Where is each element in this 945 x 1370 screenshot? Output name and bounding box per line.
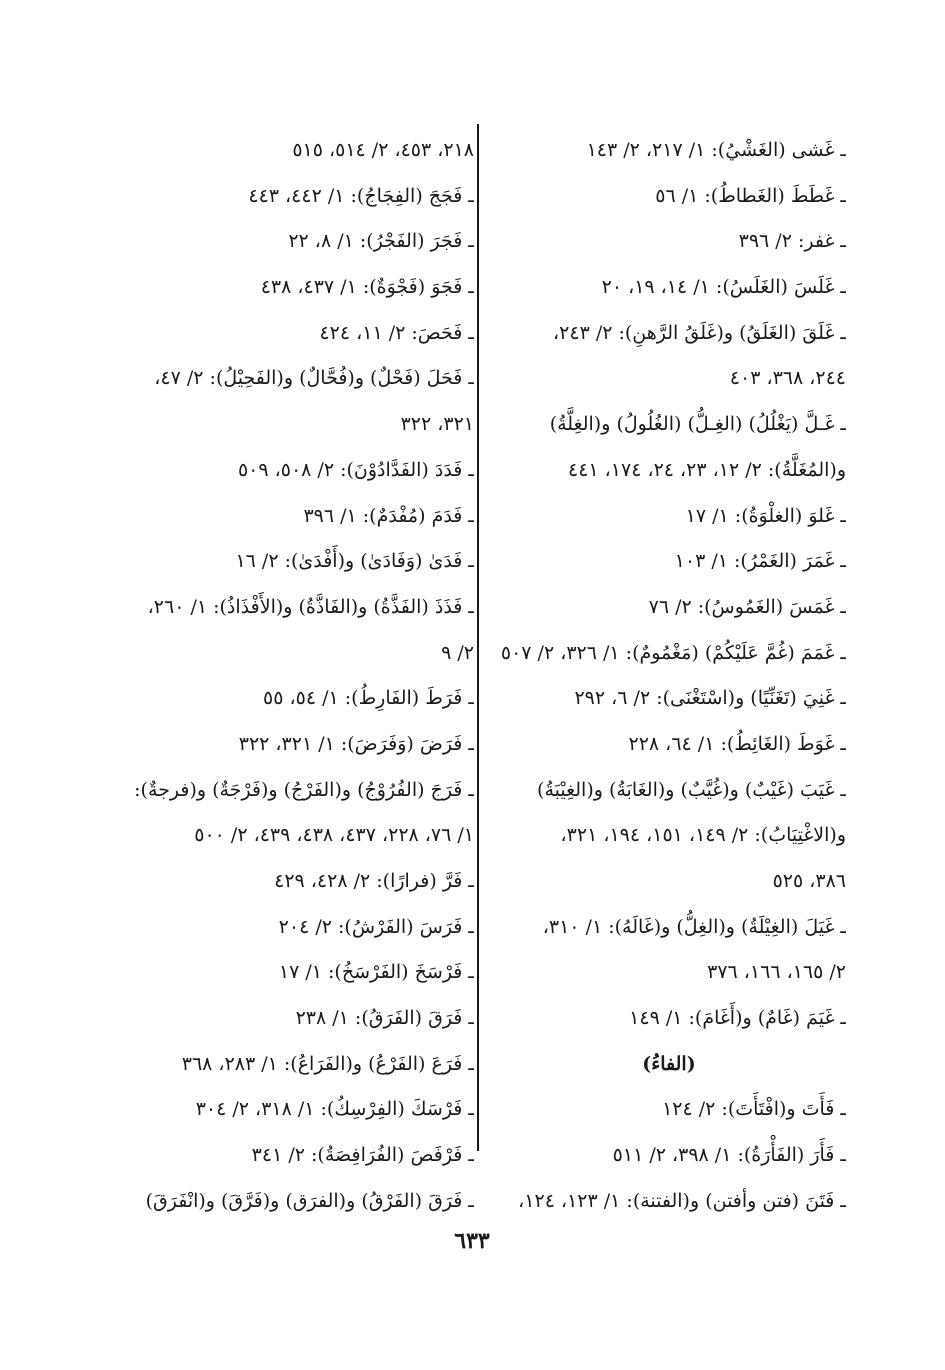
index-entry: ـ فَرَقَ (الفَرْقُ) و(الفرَق) و(فَرَّقَ) و(انْفَرَقَ)	[145, 1189, 474, 1212]
index-entry: ـ غَيَمَ (غَامٌ) و(أَغَامَ): ١/ ١٤٩	[629, 1007, 846, 1030]
index-entry: ـ غَطَطَ (الغَطاطُ): ١/ ٥٦	[655, 184, 846, 207]
index-entry: ـ فَتَنَ (فتن وأفتن) و(الفتنة): ١/ ١٢٣، ١٢٤،	[518, 1189, 846, 1212]
index-entry: ـ غَلَسَ (الغَلَسُ): ١/ ١٤، ١٩، ٢٠	[601, 276, 846, 299]
index-entry: ـ غَيَبَ (غَيْبٌ) و(غُيَّبٌ) و(الغَابَةُ) و(الغِيْبَةُ)	[537, 778, 846, 801]
index-entry: ـ فَرَعَ (الفَرْعُ) و(الفَرَاعُ): ١/ ٢٨٣، ٣٦٨	[181, 1052, 474, 1075]
index-entry: ـ فَدَىٰ (وَفَادَىٰ) و(أَفْدَىٰ): ٢/ ١٦	[235, 550, 474, 573]
index-entry: ـ فَأَرَ (الفَأْرَةُ): ١/ ٣٩٨، ٢/ ٥١١	[612, 1144, 846, 1167]
index-entry: ـ فَرْفَصَ (الفُرَافِصَةُ): ٢/ ٣٤١	[251, 1144, 474, 1167]
index-entry: ـ فَرْسَخَ (الفَرْسَخُ): ١/ ١٧	[278, 961, 474, 984]
index-entry: ـ فَرَجَ (الفُرُوْجُ) و(الفَرْجُ) و(فَرْجَةٌ) و(فرجةٌ):	[134, 778, 474, 801]
index-entry: ـ غَلوَ (الغلْوَةُ): ١/ ١٧	[685, 504, 846, 527]
right-column	[492, 128, 846, 1225]
index-entry: ـ فَجَجَ (الفِجَاجُ): ١/ ٤٤٢، ٤٤٣	[248, 184, 474, 207]
column-divider	[477, 124, 479, 1151]
index-entry-continuation: ٢/ ١٦٥، ١٦٦، ٣٧٦	[707, 961, 846, 984]
index-entry-continuation: و(المُغَلَّةُ): ٢/ ١٢، ٢٣، ٢٤، ١٧٤، ٤٤١	[567, 458, 846, 481]
index-entry: ـ غَمَمَ (غُمَّ عَلَيْكُمْ) (مَغْمُومٌ): ١/ ٣٢٦، ٢/ ٥٠٧	[500, 641, 846, 664]
index-entry: ـ غَلَقَ (الغَلَقُ) و(غَلَقُ الرَّهنِ): ٢/ ٢٤٣،	[553, 321, 846, 344]
index-entry: ـ فَحَلَ (فَحْلٌ) و(فُحَّالٌ) و(الفَحِيْلُ): ٢/ ٤٧،	[154, 367, 474, 390]
index-entry: ـ فَجَرَ (الفَجْرُ): ١/ ٨، ٢٢	[288, 230, 474, 253]
index-entry: ـ فَرَطَ (الفَارِطُ): ١/ ٥٤، ٥٥	[263, 687, 474, 710]
index-entry: ـ غَشى (الغَشْيُ): ١/ ٢١٧، ٢/ ١٤٣	[586, 139, 846, 161]
index-entry: ـ فَدَدَ (الفَدَّادُوْنَ): ٢/ ٥٠٨، ٥٠٩	[237, 458, 474, 481]
page-number: ٦٣٣	[454, 1228, 490, 1254]
index-entry: ـ فَذَذَ (الفَذَّةُ) و(الفَاذَّةُ) و(الأَفْذَاذُ): ١/ ٢٦٠،	[147, 595, 474, 618]
left-column	[112, 128, 474, 1225]
index-entry-continuation: ٢/ ٩	[441, 641, 474, 664]
index-entry: ـ غفر: ٢/ ٣٩٦	[738, 230, 846, 253]
index-entry: ـ فَدَمَ (مُفْدَمٌ): ١/ ٣٩٦	[303, 504, 474, 527]
index-entry: ـ فَجَوَ (فَجْوَةٌ): ١/ ٤٣٧، ٤٣٨	[260, 276, 474, 299]
index-entry: ـ غَـلَّ (يَغْلُلُ) (الغِـلُّ) (الغُلُولُ) و(الغِلَّةُ)	[549, 413, 846, 436]
index-entry: ـ غَنِيَ (تَغَنِّيًا) و(اسْتَغْنَى): ٢/ ٦، ٢٩٢	[574, 687, 846, 710]
index-entry: ـ فَرَسَ (الفَرْشُ): ٢/ ٢٠٤	[278, 915, 474, 938]
index-entry-continuation: ٢٤٤، ٣٦٨، ٤٠٣	[729, 367, 846, 390]
index-entry: ـ غَمَرَ (الغَمْرُ): ١/ ١٠٣	[674, 550, 846, 573]
index-entry-continuation: ٣٨٦، ٥٢٥	[772, 870, 846, 892]
index-entry: ـ غَمَسَ (الغَمُوسُ): ٢/ ٧٦	[648, 595, 846, 618]
index-entry-continuation: ٢١٨، ٤٥٣، ٢/ ٥١٤، ٥١٥	[292, 139, 474, 161]
index-entry: ـ فَرْسَكَ (الفِرْسِكُ): ١/ ٣١٨، ٢/ ٣٠٤	[195, 1098, 474, 1121]
index-entry-continuation: ١/ ٧٦، ٢٢٨، ٤٣٧، ٤٣٨، ٤٣٩، ٢/ ٥٠٠	[194, 824, 474, 847]
index-entry: ـ فَرَقَ (الفَرَقُ): ١/ ٢٣٨	[295, 1007, 474, 1030]
index-entry: ـ غَوَطَ (الغَائِطُ): ١/ ٦٤، ٢٢٨	[628, 732, 846, 755]
index-entry-continuation: و(الاغْتِيَابُ): ٢/ ١٤٩، ١٥١، ١٩٤، ٣٢١،	[560, 824, 846, 847]
index-entry: ـ فَرَضَ (وَفَرَضَ): ١/ ٣٢١، ٣٢٢	[238, 732, 474, 755]
index-entry: ـ فَحَصَ: ٢/ ١١، ٤٢٤	[319, 321, 474, 344]
index-entry: ـ فَرَّ (فرارًا): ٢/ ٤٢٨، ٤٢٩	[274, 870, 474, 892]
index-entry-continuation: ٣٢١، ٣٢٢	[400, 413, 474, 436]
index-entry: ـ فَأَتَ و(افْتَأَتَ): ٢/ ١٢٤	[662, 1098, 846, 1121]
section-heading: (الفاءُ)	[642, 1052, 696, 1075]
index-entry: ـ غَيَلَ (الغِيْلَةُ) و(الغِلُّ) و(غَالَهُ): ١/ ٣١٠،	[542, 915, 846, 938]
